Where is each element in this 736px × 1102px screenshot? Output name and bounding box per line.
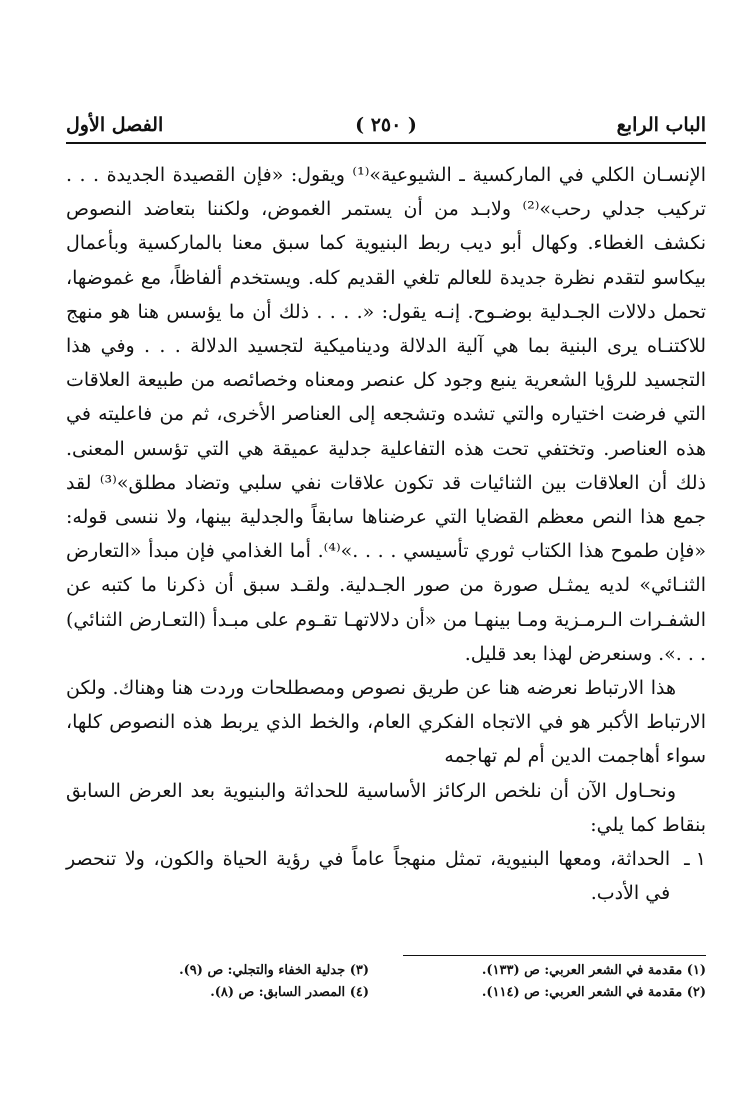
section-title: الفصل الأول bbox=[66, 114, 164, 136]
list-text: الحداثة، ومعها البنيوية، تمثل منهجاً عاماً في رؤية الحياة والكون، ولا تنحصر في الأدب. bbox=[66, 848, 671, 905]
list-number: ١ ـ bbox=[684, 848, 706, 871]
body-text bbox=[66, 158, 706, 910]
footnote-4: (٤) المصدر السابق: ص (٨). bbox=[210, 985, 369, 1000]
footnotes-left-column bbox=[66, 955, 369, 1004]
footnote-1: (١) مقدمة في الشعر العربي: ص (١٣٣). bbox=[481, 963, 706, 978]
page-number: ( ٢٥٠ ) bbox=[355, 114, 417, 136]
paragraph-2: هذا الارتباط نعرضه هنا عن طريق نصوص ومصطلحات وردت هنا وهناك. ولكن الارتباط الأكبر هو في الاتجاه الفكري العام، والخط الذي يربط هذه النصوص كلها، سواء أهاجمت الدين أم لم تهاجمه bbox=[66, 677, 706, 768]
chapter-title: الباب الرابع bbox=[616, 114, 706, 136]
list-item bbox=[66, 842, 706, 910]
footnotes-right-column bbox=[403, 955, 706, 1004]
footnote-2: (٢) مقدمة في الشعر العربي: ص (١١٤). bbox=[481, 985, 706, 1000]
footnote-3: (٣) جدلية الخفاء والتجلي: ص (٩). bbox=[179, 963, 369, 978]
paragraph-3: ونحـاول الآن أن نلخص الركائز الأساسية للحداثة والبنيوية بعد العرض السابق بنقاط كما يلي: bbox=[66, 779, 706, 836]
footnotes bbox=[66, 955, 706, 1004]
paragraph-1: الإنسـان الكلي في الماركسية ـ الشيوعية»⁽¹⁾ ويقول: «فإن القصيدة الجديدة . . . تركيب جدلي رحب»⁽²⁾ ولابـد من أن يستمر الغموض، ولكننا بتعاضد النصوص نكشف الغطاء. وكهال أبو ديب ربط البنيوية كما سبق معنا بالماركسية وبأعمال بيكاسو لتقدم نظرة جديدة للعالم تلغي القديم كله. ويستخدم ألفاظاً، مع غموضها، تحمل دلالات الجـدلية بوضـوح. إنـه يقول: «. . . . ذلك أن ما يؤسس هنا هو منهج للاكتنـاه يرى البنية بما هي آلية الدلالة وديناميكية لتجسيد الدلالة . . . وفي هذا التجسيد للرؤيا الشعرية ينبع وجود كل عنصر ومعناه وخصائصه من طبيعة العلاقات التي فرضت اختياره والتي تشده وتشجعه إلى العناصر الأخرى، ثم من فاعليته في هذه العناصر. وتختفي تحت هذه التفاعلية جدلية عميقة هي التي تؤسس المعنى. ذلك أن العلاقات بين الثنائيات قد تكون علاقات نفي سلبي وتضاد مطلق»⁽³⁾ لقد جمع هذا النص معظم القضايا التي عرضناها سابقاً والجدلية بينها، ولا ننسى قوله: «فإن طموح هذا الكتاب ثوري تأسيسي . . . .»⁽⁴⁾. أما الغذامي فإن مبدأ «التعارض الثنـائي» لديه يمثـل صورة من صور الجـدلية. ولقـد سبق أن ذكرنا ما كتبه عن الشفـرات الـرمـزية ومـا بينهـا من «أن دلالاتهـا تقـوم على مبـدأ (التعـارض الثنائي) . . .». وسنعرض لهذا بعد قليل. bbox=[66, 164, 707, 665]
running-header bbox=[66, 108, 706, 144]
page bbox=[66, 108, 706, 910]
